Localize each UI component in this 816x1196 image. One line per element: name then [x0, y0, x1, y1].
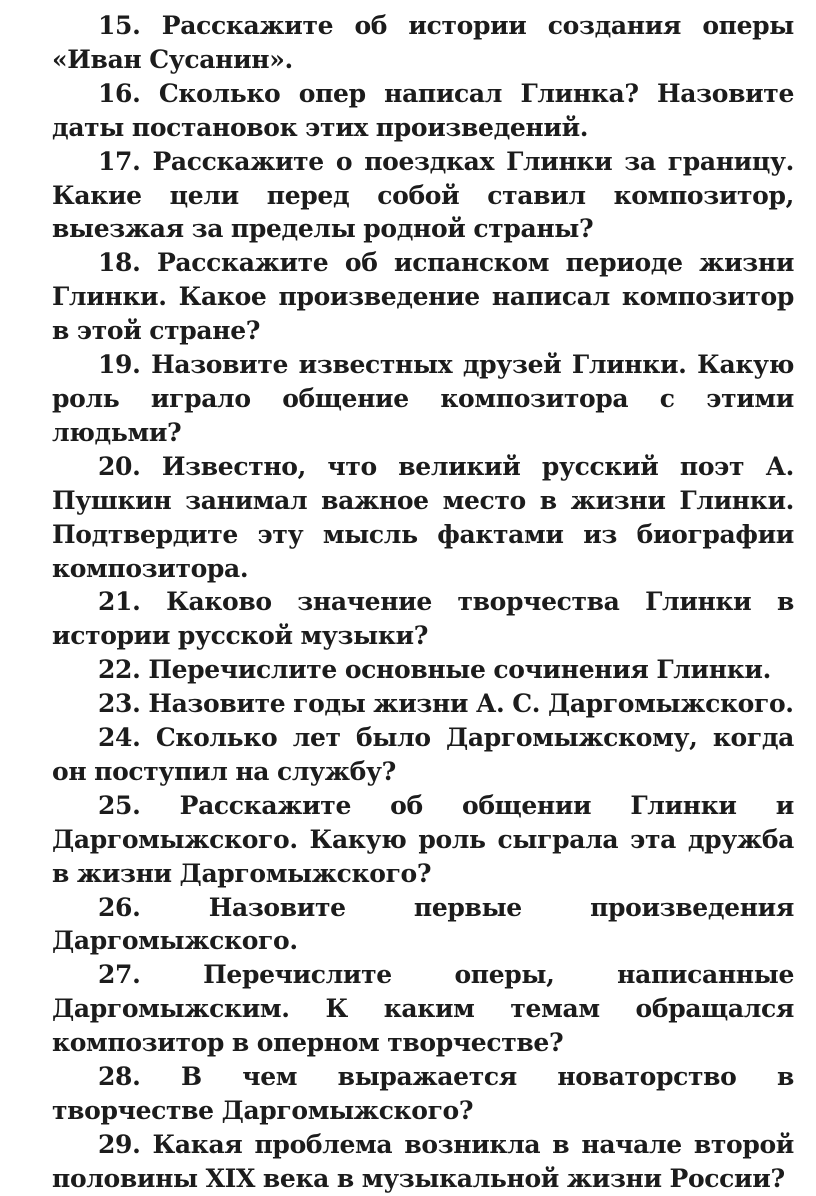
- question-number: 23.: [98, 689, 141, 719]
- question-text: Известно, что великий русский поэт А. Пушкин занимал важное место в жизни Глинки. Подтвердите эту мысль фактами из биографии композитора.: [52, 451, 794, 583]
- question-29: [52, 1128, 794, 1196]
- question-text: Расскажите об истории создания оперы «Иван Сусанин».: [52, 11, 795, 74]
- question-24: [52, 721, 794, 789]
- question-text: Перечислите основные сочинения Глинки.: [148, 655, 771, 685]
- question-text: Расскажите об испанском периоде жизни Глинки. Какое произведение написал композитор в этой стране?: [52, 248, 795, 346]
- question-number: 29.: [98, 1129, 141, 1159]
- question-number: 15.: [98, 11, 141, 40]
- question-text: Расскажите о поездках Глинки за границу. Какие цели перед собой ставил композитор, выезжая за пределы родной страны?: [52, 146, 794, 244]
- question-number: 27.: [98, 960, 141, 990]
- question-number: 22.: [98, 655, 141, 685]
- question-number: 25.: [98, 790, 141, 820]
- question-23: [52, 687, 794, 721]
- question-number: 20.: [98, 451, 141, 481]
- question-text: Перечислите оперы, написанные Даргомыжским. К каким темам обращался композитор в оперном творчестве?: [52, 960, 794, 1058]
- question-number: 26.: [98, 892, 141, 922]
- question-number: 16.: [98, 78, 141, 108]
- question-22: [52, 653, 794, 687]
- question-text: Назовите годы жизни А. С. Даргомыжского.: [148, 689, 794, 719]
- question-26: [52, 891, 794, 959]
- question-19: [52, 348, 794, 450]
- question-text: Сколько лет было Даргомыжскому, когда он поступил на службу?: [52, 723, 794, 786]
- question-21: [52, 585, 794, 653]
- question-15: [52, 9, 794, 77]
- question-number: 18.: [98, 248, 141, 278]
- question-25: [52, 789, 794, 891]
- question-16: [52, 77, 794, 145]
- question-text: Назовите известных друзей Глинки. Какую роль играло общение композитора с этими людьми?: [52, 350, 795, 447]
- question-20: [52, 450, 794, 586]
- question-18: [52, 246, 794, 348]
- question-27: [52, 958, 794, 1060]
- question-number: 17.: [98, 146, 141, 176]
- question-number: 24.: [98, 723, 141, 753]
- question-number: 28.: [98, 1062, 141, 1092]
- question-text: Назовите первые произведения Даргомыжского.: [52, 892, 794, 956]
- question-28: [52, 1060, 794, 1128]
- question-text: В чем выражается новаторство в творчестве Даргомыжского?: [52, 1062, 794, 1125]
- question-17: [52, 145, 794, 247]
- question-text: Какая проблема возникла в начале второй половины XIX века в музыкальной жизни России?: [52, 1129, 794, 1193]
- question-number: 21.: [98, 587, 141, 617]
- question-number: 19.: [98, 350, 141, 380]
- question-text: Каково значение творчества Глинки в истории русской музыки?: [52, 587, 794, 651]
- question-text: Расскажите об общении Глинки и Даргомыжского. Какую роль сыграла эта дружба в жизни Даргомыжского?: [52, 790, 794, 888]
- question-text: Сколько опер написал Глинка? Назовите даты постановок этих произведений.: [52, 78, 794, 142]
